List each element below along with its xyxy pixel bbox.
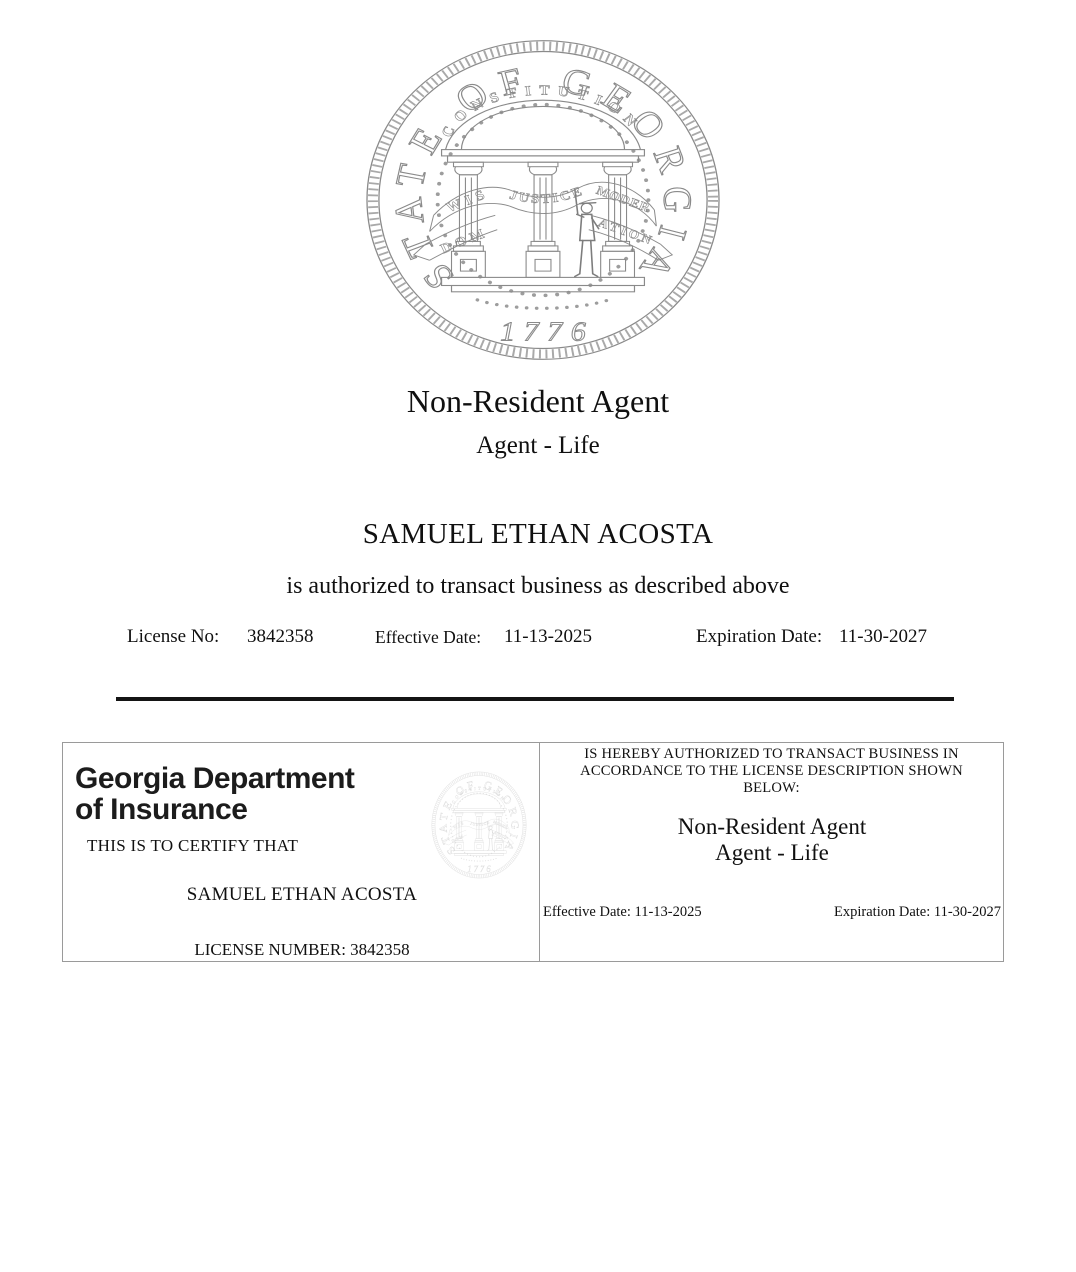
- id-card-right: [540, 742, 1004, 962]
- georgia-state-seal: [364, 38, 722, 362]
- license-detail-row: [0, 626, 1076, 652]
- id-card-left: [62, 742, 540, 962]
- effective-date-label: Effective Date:: [375, 627, 482, 647]
- georgia-seal-watermark: [431, 771, 527, 879]
- section-divider: [116, 697, 954, 701]
- license-no-label: License No:: [127, 626, 220, 647]
- card-licensee-name: SAMUEL ETHAN ACOSTA: [186, 884, 418, 905]
- card-effective-date: Effective Date: 11-13-2025: [543, 904, 702, 920]
- card-license-type: Non-Resident Agent: [677, 814, 867, 839]
- expiration-date-value: 11-30-2027: [839, 626, 927, 647]
- department-logo-line1: Georgia Department: [75, 762, 355, 795]
- card-authorization-line: ACCORDANCE TO THE LICENSE DESCRIPTION SHOWN: [580, 763, 963, 780]
- card-expiration-date: Expiration Date: 11-30-2027: [834, 904, 1001, 920]
- department-logo: [75, 763, 354, 825]
- authorization-text: is authorized to transact business as described above: [286, 573, 790, 599]
- card-authorization-line: IS HEREBY AUTHORIZED TO TRANSACT BUSINESS IN: [584, 746, 959, 762]
- licensee-name: SAMUEL ETHAN ACOSTA: [362, 518, 714, 550]
- card-license-class: Agent - Life: [715, 840, 829, 865]
- department-logo-line2: of Insurance: [75, 793, 248, 826]
- license-type-title: Non-Resident Agent: [406, 383, 670, 419]
- card-license-number: LICENSE NUMBER: 3842358: [194, 940, 410, 959]
- effective-date-value: 11-13-2025: [504, 626, 592, 647]
- card-authorization-text: [563, 746, 980, 798]
- license-class-subtitle: Agent - Life: [476, 432, 600, 459]
- card-authorization-line: BELOW:: [743, 780, 800, 797]
- license-no-value: 3842358: [247, 626, 314, 647]
- expiration-date-label: Expiration Date:: [696, 626, 823, 647]
- certify-text: THIS IS TO CERTIFY THAT: [87, 836, 299, 855]
